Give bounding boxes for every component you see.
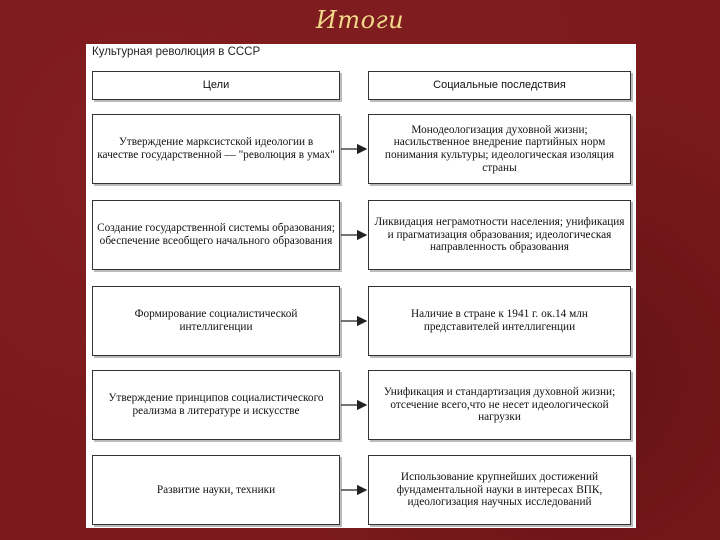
consequence-box-1: Монодеологизация духовной жизни; насильственное внедрение партийных норм понимания культуры; идеологическая изоляция страны <box>368 114 631 184</box>
goal-box-2: Создание государственной системы образования; обеспечение всеобщего начального образования <box>92 200 340 270</box>
goal-box-3: Формирование социалистической интеллигенции <box>92 286 340 356</box>
consequence-box-5: Использование крупнейших достижений фундаментальной науки в интересах ВПК, идеологизация научных исследований <box>368 455 631 525</box>
diagram-title: Культурная революция в СССР <box>92 46 261 58</box>
connector-arrows <box>86 44 636 528</box>
header-consequences: Социальные последствия <box>368 71 631 100</box>
goal-box-5: Развитие науки, техники <box>92 455 340 525</box>
goal-box-1: Утверждение марксистской идеологии в качестве государственной — "революция в умах" <box>92 114 340 184</box>
header-goals: Цели <box>92 71 340 100</box>
consequence-box-4: Унификация и стандартизация духовной жизни; отсечение всего,что не несет идеологической нагрузки <box>368 370 631 440</box>
consequence-box-3: Наличие в стране к 1941 г. ок.14 млн представителей интеллигенции <box>368 286 631 356</box>
consequence-box-2: Ликвидация неграмотности населения; унификация и прагматизация образования; идеологическая направленность образования <box>368 200 631 270</box>
goal-box-4: Утверждение принципов социалистического реализма в литературе и искусстве <box>92 370 340 440</box>
diagram-panel <box>86 44 636 528</box>
slide-title: Итоги <box>315 6 405 34</box>
